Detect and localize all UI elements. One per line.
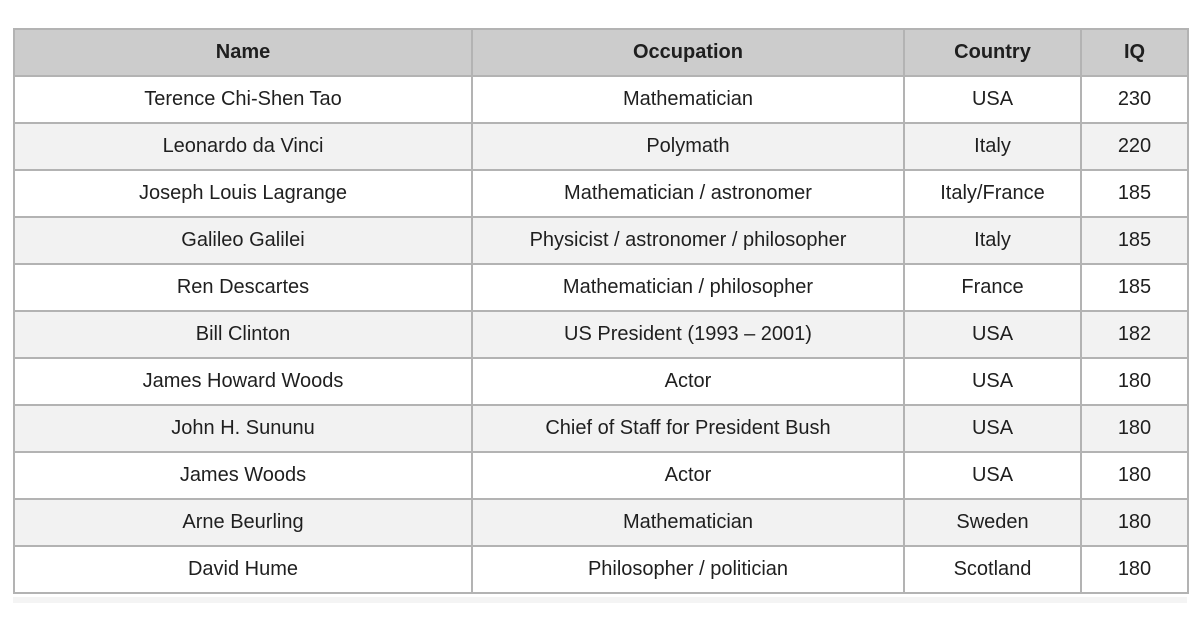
- cell-iq: 230: [1081, 76, 1188, 123]
- cell-name: James Howard Woods: [14, 358, 472, 405]
- header-iq: IQ: [1081, 29, 1188, 76]
- cell-country: USA: [904, 358, 1081, 405]
- cell-country: France: [904, 264, 1081, 311]
- bottom-shadow-divider: [13, 597, 1187, 603]
- cell-country: USA: [904, 76, 1081, 123]
- cell-iq: 180: [1081, 452, 1188, 499]
- cell-occupation: Actor: [472, 452, 904, 499]
- cell-name: John H. Sununu: [14, 405, 472, 452]
- table-body: [14, 76, 1188, 593]
- table-header: [14, 29, 1188, 76]
- iq-table: [13, 28, 1189, 594]
- cell-occupation: Philosopher / politician: [472, 546, 904, 593]
- cell-iq: 180: [1081, 499, 1188, 546]
- cell-country: Italy/France: [904, 170, 1081, 217]
- table-row: [14, 358, 1188, 405]
- table-row: [14, 76, 1188, 123]
- iq-table-container: [13, 28, 1189, 594]
- cell-occupation: Mathematician / astronomer: [472, 170, 904, 217]
- cell-iq: 185: [1081, 264, 1188, 311]
- table-row: [14, 170, 1188, 217]
- cell-name: Joseph Louis Lagrange: [14, 170, 472, 217]
- cell-iq: 182: [1081, 311, 1188, 358]
- cell-iq: 180: [1081, 546, 1188, 593]
- cell-name: David Hume: [14, 546, 472, 593]
- cell-occupation: Mathematician: [472, 499, 904, 546]
- cell-name: Bill Clinton: [14, 311, 472, 358]
- cell-iq: 220: [1081, 123, 1188, 170]
- cell-occupation: Actor: [472, 358, 904, 405]
- cell-country: USA: [904, 452, 1081, 499]
- cell-name: Terence Chi-Shen Tao: [14, 76, 472, 123]
- cell-country: Scotland: [904, 546, 1081, 593]
- table-row: [14, 264, 1188, 311]
- cell-iq: 180: [1081, 358, 1188, 405]
- cell-occupation: Mathematician / philosopher: [472, 264, 904, 311]
- cell-iq: 185: [1081, 170, 1188, 217]
- cell-country: Italy: [904, 217, 1081, 264]
- header-row: [14, 29, 1188, 76]
- cell-country: USA: [904, 311, 1081, 358]
- header-name: Name: [14, 29, 472, 76]
- table-row: [14, 499, 1188, 546]
- cell-name: James Woods: [14, 452, 472, 499]
- cell-country: USA: [904, 405, 1081, 452]
- cell-name: Galileo Galilei: [14, 217, 472, 264]
- cell-country: Italy: [904, 123, 1081, 170]
- header-country: Country: [904, 29, 1081, 76]
- cell-occupation: Physicist / astronomer / philosopher: [472, 217, 904, 264]
- cell-country: Sweden: [904, 499, 1081, 546]
- table-row: [14, 452, 1188, 499]
- table-row: [14, 123, 1188, 170]
- cell-name: Ren Descartes: [14, 264, 472, 311]
- table-row: [14, 546, 1188, 593]
- cell-iq: 180: [1081, 405, 1188, 452]
- cell-occupation: US President (1993 – 2001): [472, 311, 904, 358]
- table-row: [14, 311, 1188, 358]
- cell-iq: 185: [1081, 217, 1188, 264]
- cell-occupation: Mathematician: [472, 76, 904, 123]
- cell-name: Arne Beurling: [14, 499, 472, 546]
- header-occupation: Occupation: [472, 29, 904, 76]
- cell-name: Leonardo da Vinci: [14, 123, 472, 170]
- cell-occupation: Polymath: [472, 123, 904, 170]
- cell-occupation: Chief of Staff for President Bush: [472, 405, 904, 452]
- table-row: [14, 405, 1188, 452]
- table-row: [14, 217, 1188, 264]
